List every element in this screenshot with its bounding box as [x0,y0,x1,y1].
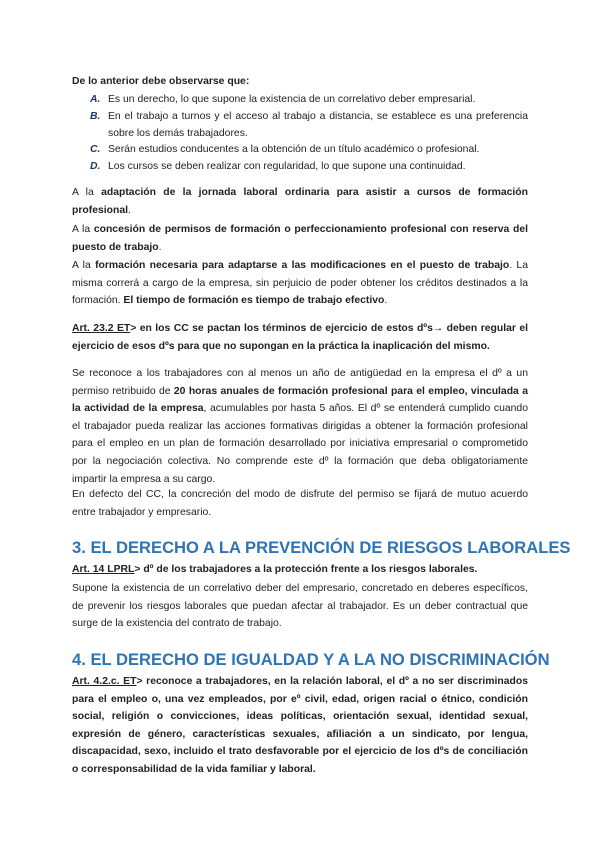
text-run: Se reconoce a los trabajadores con al menos un año de antigüedad en la empresa el dº a un permiso retribuido de [72,368,528,397]
bold-text: concesión de permisos de formación o perfeccionamiento profesional con reserva del puesto de trabajo [72,224,528,253]
paragraph-formacion [72,257,528,310]
paragraph-art-14 [72,561,528,579]
intro-heading: De lo anterior debe observarse que: [72,76,250,87]
text-run: . [128,204,131,216]
list-item-text: En el trabajo a turnos y el acceso al trabajo a distancia, se establece es una preferencia sobre los demás trabajadores. [108,110,528,139]
article-reference: Art. 14 LPRL [72,564,135,575]
list-letter: A. [90,94,101,105]
list-item [72,92,528,109]
paragraph-defecto: En defecto del CC, la concreción del modo de disfrute del permiso se fijará de mutuo acuerdo entre trabajador y empresario. [72,489,528,518]
bold-text: formación necesaria para adaptarse a las modificaciones en el puesto de trabajo [95,260,510,271]
text-run: . [158,241,162,253]
options-list [72,92,528,176]
list-item-text: Los cursos se deben realizar con regularidad, lo que supone una continuidad. [108,161,466,173]
list-item [72,109,528,143]
article-reference: Art. 4.2.c. ET [72,676,137,687]
text-run: . [384,295,388,307]
text-run: > reconoce a trabajadores, en la relación laboral, el dº a no ser discriminados para el empleo o, una vez empleados, por eº civil, edad, origen racial o étnico, condición social, religión o convicciones, ideas políticas, orientación sexual, identidad sexual, expresión de género, características sexuales, afiliación a un sindicato, por lengua, discapacidad, sexo, incluido el trato desfavorable por el ejercicio de los dºs de conciliación o corresponsabilidad de la vida familiar y laboral. [72,676,528,775]
list-item [72,159,528,176]
list-letter: C. [90,144,101,156]
text-run: . La misma correrá a cargo de la empresa, sin perjuicio de poder obtener los créditos destinados a la formación. [72,260,528,307]
text-run: , acumulables por hasta 5 años. El dº se entenderá cumplido cuando el trabajador pueda realizar las acciones formativas dirigidas a obtener la formación profesional para el empleo en un plan de formación desarrollado por iniciativa empresarial o comprometido por la negociación colectiva. No comprende este dº la formación que deba obligatoriamente impartir la empresa a su cargo. [72,403,528,485]
list-item-text: Serán estudios conducentes a la obtención de un título académico o profesional. [108,144,480,156]
list-item-text: Es un derecho, lo que supone la existencia de un correlativo deber empresarial. [108,94,476,105]
bold-text: 20 horas anuales de formación profesional para el empleo, vinculada a la actividad de la empresa [72,385,528,415]
section-heading-igualdad: 4. EL DERECHO DE IGUALDAD Y A LA NO DISCRIMINACIÓN [72,650,550,669]
paragraph-adaptacion [72,184,528,219]
bold-text: El tiempo de formación es tiempo de trabajo efectivo [123,295,385,307]
text-run: A la [72,187,102,198]
paragraph-art-4-2-c [72,673,528,779]
bold-text: adaptación de la jornada laboral ordinaria para asistir a cursos de formación profesional [72,187,528,216]
paragraph-concesion [72,221,528,256]
section-heading-prevencion: 3. EL DERECHO A LA PREVENCIÓN DE RIESGOS LABORALES [72,538,571,557]
list-item [72,142,528,159]
text-run: A la [72,224,94,235]
paragraph-permiso [72,365,528,488]
text-run: > en los CC se pactan los términos de ejercicio de estos dºs→ deben regular el ejercicio de esos dºs para que no supongan en la práctica la inaplicación del mismo. [72,323,528,352]
list-letter: B. [90,110,101,122]
article-reference: Art. 23.2 ET [72,323,131,334]
bold-text: > dº de los trabajadores a la protección frente a los riesgos laborales. [134,564,478,575]
text-run: A la [72,260,96,271]
list-letter: D. [90,161,101,173]
paragraph-prevencion: Supone la existencia de un correlativo deber del empresario, concretado en deberes específicos, de prevenir los riesgos laborales que puedan afectar al trabajador. Es un deber contractual que surge de la existencia del contrato de trabajo. [72,583,528,630]
paragraph-art-23-2 [72,320,528,355]
